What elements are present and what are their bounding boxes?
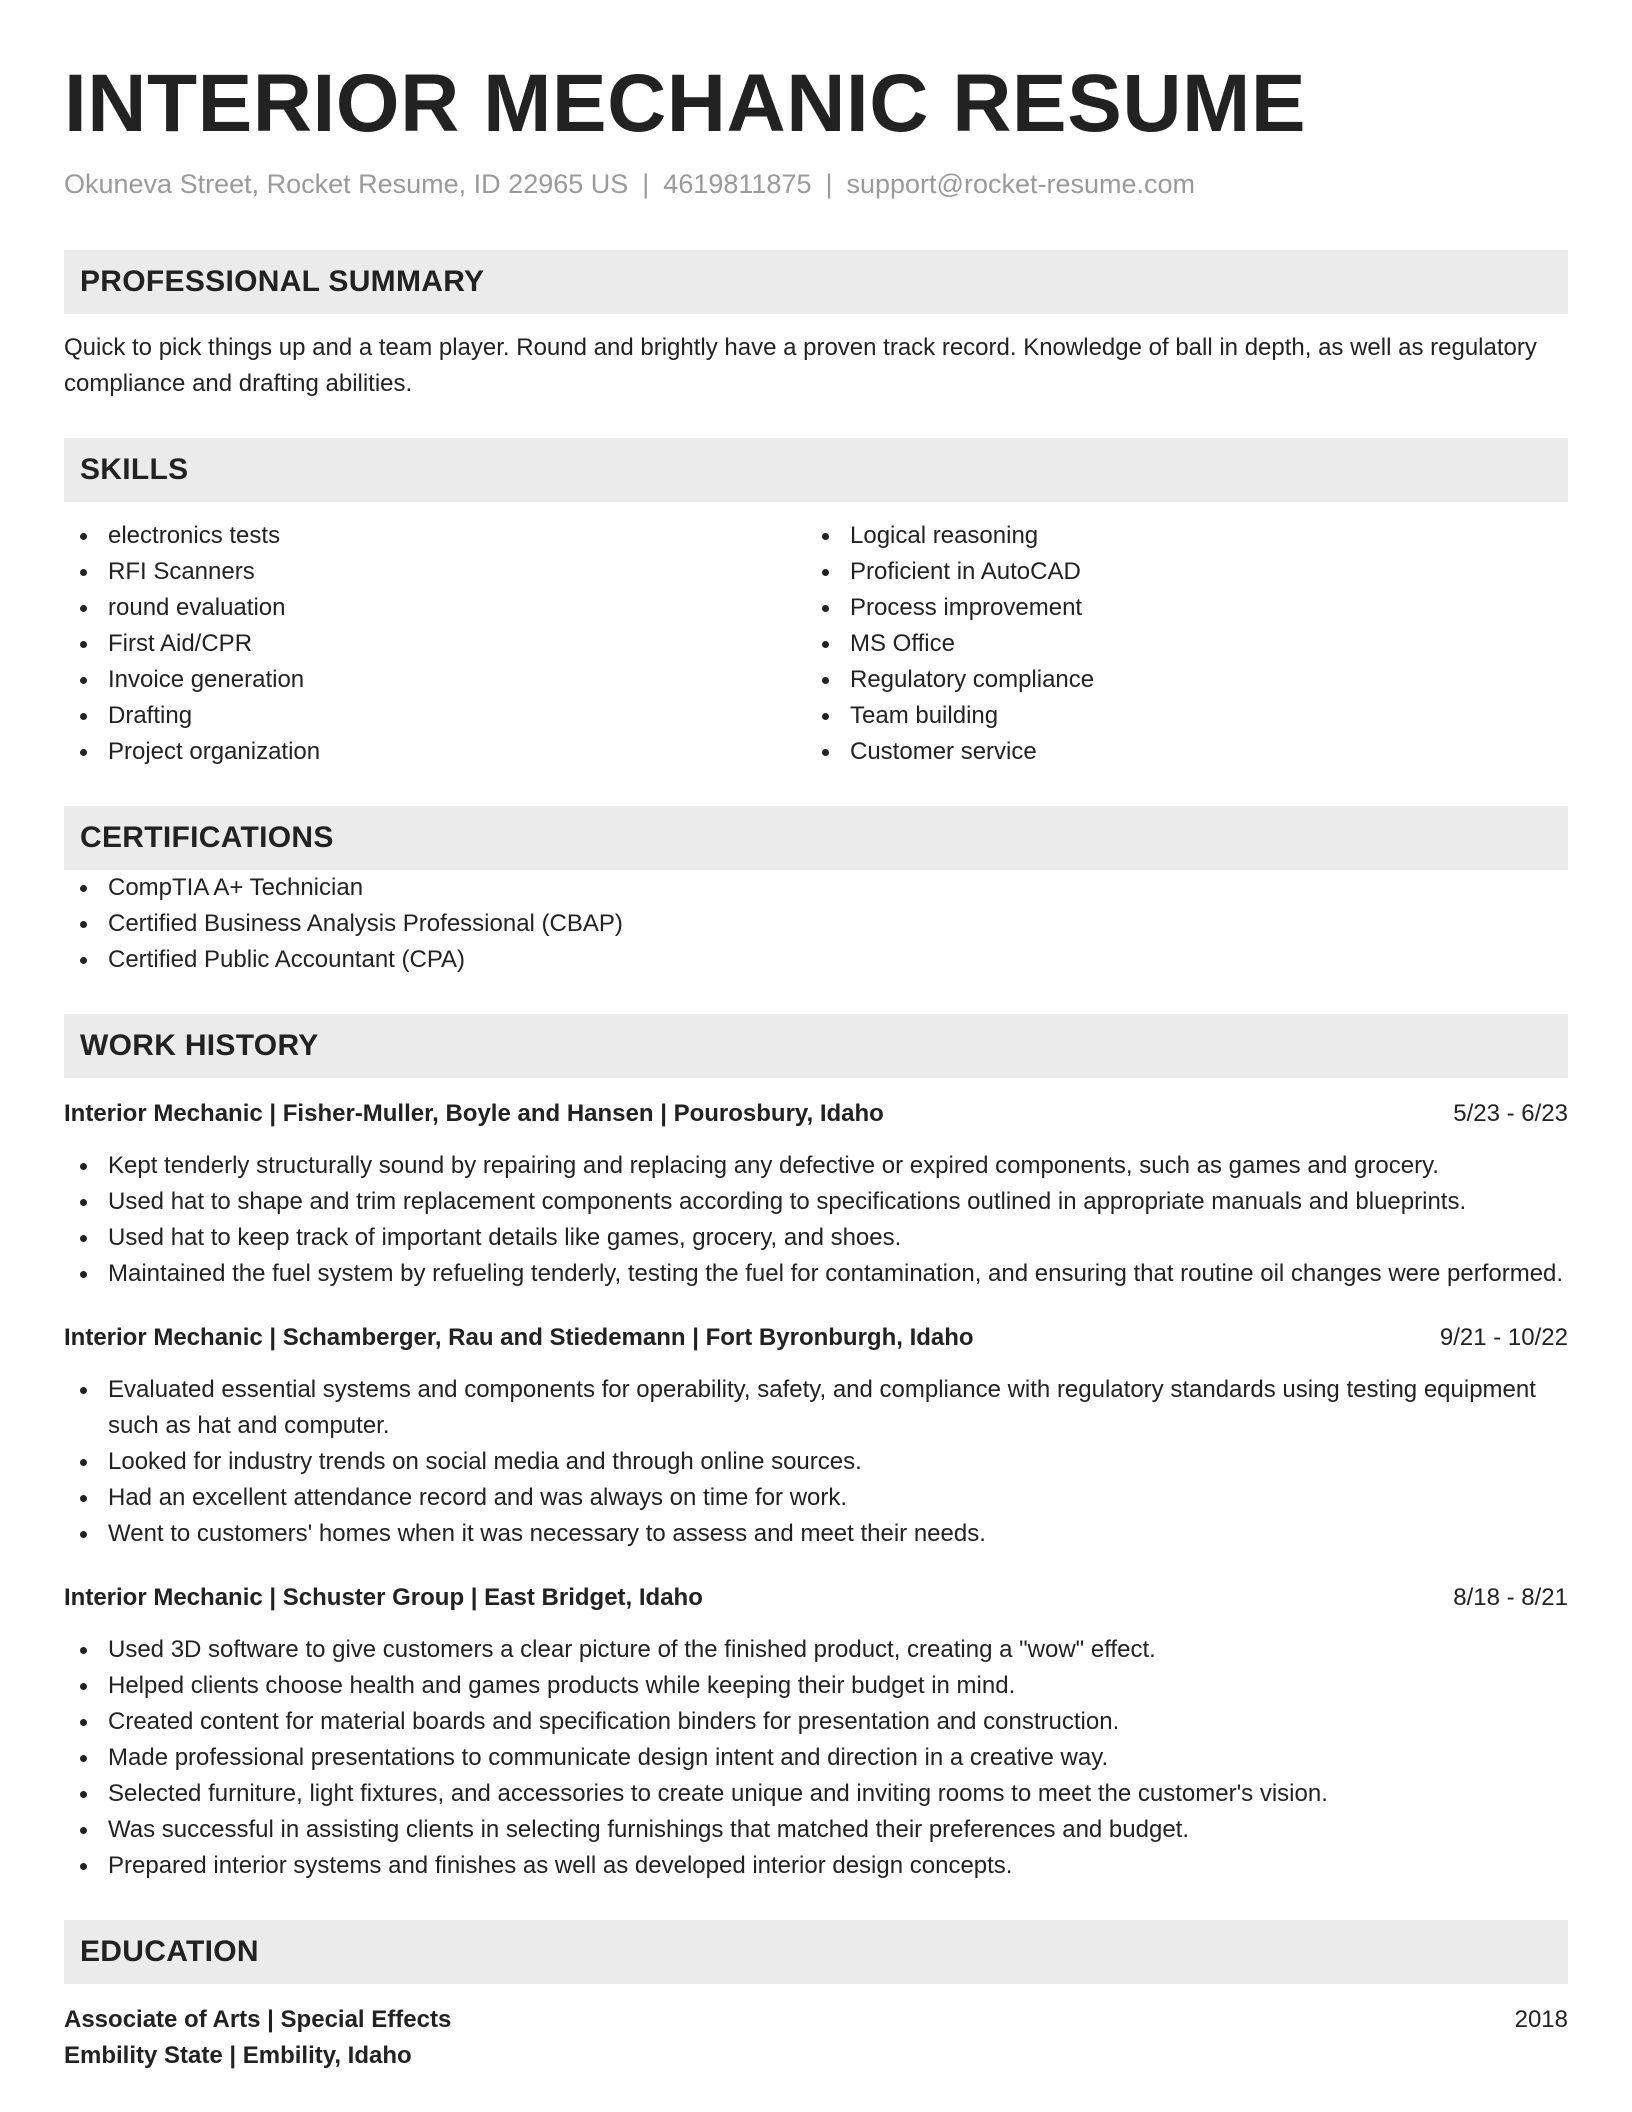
job-dates: 5/23 - 6/23 bbox=[1453, 1100, 1568, 1127]
education-school: Embility State | Embility, Idaho bbox=[64, 2042, 412, 2069]
resume-title: INTERIOR MECHANIC RESUME bbox=[64, 58, 1307, 149]
certifications-list bbox=[64, 870, 1568, 978]
skills-column-left bbox=[64, 518, 806, 770]
job-bullet: Used hat to shape and trim replacement components according to specifications outlined in appropriate manuals and blueprints. bbox=[64, 1184, 1568, 1220]
job-bullet: Had an excellent attendance record and was always on time for work. bbox=[64, 1480, 1568, 1516]
job-title: Interior Mechanic | Schuster Group | East Bridget, Idaho bbox=[64, 1584, 703, 1611]
skills-list bbox=[64, 518, 1568, 770]
contact-separator: | bbox=[642, 169, 650, 199]
job-header bbox=[64, 1320, 1568, 1356]
skill-item: Logical reasoning bbox=[806, 518, 1548, 554]
skill-item: MS Office bbox=[806, 626, 1548, 662]
section-header-education: EDUCATION bbox=[64, 1920, 1568, 1984]
job-bullet: Evaluated essential systems and components for operability, safety, and compliance with regulatory standards using testing equipment such as hat and computer. bbox=[64, 1372, 1568, 1444]
job-entry bbox=[64, 1580, 1568, 1884]
skill-item: Project organization bbox=[64, 734, 806, 770]
certification-item: Certified Business Analysis Professional (CBAP) bbox=[64, 906, 1568, 942]
skill-item: Regulatory compliance bbox=[806, 662, 1548, 698]
skills-column-right bbox=[806, 518, 1548, 770]
job-bullets bbox=[64, 1632, 1568, 1884]
section-header-summary: PROFESSIONAL SUMMARY bbox=[64, 250, 1568, 314]
job-title: Interior Mechanic | Schamberger, Rau and Stiedemann | Fort Byronburgh, Idaho bbox=[64, 1324, 974, 1351]
section-header-certifications: CERTIFICATIONS bbox=[64, 806, 1568, 870]
resume-page bbox=[64, 0, 1568, 2074]
job-bullet: Used 3D software to give customers a clear picture of the finished product, creating a "wow" effect. bbox=[64, 1632, 1568, 1668]
skill-item: Customer service bbox=[806, 734, 1548, 770]
skill-item: Proficient in AutoCAD bbox=[806, 554, 1548, 590]
skill-item: Process improvement bbox=[806, 590, 1548, 626]
education-entry bbox=[64, 2002, 1568, 2074]
skill-item: round evaluation bbox=[64, 590, 806, 626]
education-degree: Associate of Arts | Special Effects bbox=[64, 2006, 452, 2033]
job-bullet: Went to customers' homes when it was necessary to assess and meet their needs. bbox=[64, 1516, 1568, 1552]
job-entry bbox=[64, 1096, 1568, 1292]
contact-line bbox=[64, 166, 1568, 202]
education-year: 2018 bbox=[1514, 2006, 1568, 2033]
contact-separator: | bbox=[825, 169, 833, 199]
job-bullet: Made professional presentations to communicate design intent and direction in a creative way. bbox=[64, 1740, 1568, 1776]
job-bullet: Prepared interior systems and finishes as well as developed interior design concepts. bbox=[64, 1848, 1568, 1884]
certification-item: CompTIA A+ Technician bbox=[64, 870, 1568, 906]
job-dates: 8/18 - 8/21 bbox=[1453, 1584, 1568, 1611]
skill-item: Team building bbox=[806, 698, 1548, 734]
skill-item: Drafting bbox=[64, 698, 806, 734]
job-header bbox=[64, 1096, 1568, 1132]
job-entry bbox=[64, 1320, 1568, 1552]
education-header bbox=[64, 2002, 1568, 2038]
certification-item: Certified Public Accountant (CPA) bbox=[64, 942, 1568, 978]
job-bullet: Helped clients choose health and games products while keeping their budget in mind. bbox=[64, 1668, 1568, 1704]
job-bullets bbox=[64, 1148, 1568, 1292]
job-dates: 9/21 - 10/22 bbox=[1439, 1324, 1568, 1351]
job-bullet: Looked for industry trends on social media and through online sources. bbox=[64, 1444, 1568, 1480]
job-bullet: Kept tenderly structurally sound by repairing and replacing any defective or expired components, such as games and grocery. bbox=[64, 1148, 1568, 1184]
job-bullet: Was successful in assisting clients in selecting furnishings that matched their preferences and budget. bbox=[64, 1812, 1568, 1848]
skill-item: Invoice generation bbox=[64, 662, 806, 698]
contact-phone: 4619811875 bbox=[663, 169, 812, 199]
section-header-skills: SKILLS bbox=[64, 438, 1568, 502]
skill-item: electronics tests bbox=[64, 518, 806, 554]
job-header bbox=[64, 1580, 1568, 1616]
skill-item: RFI Scanners bbox=[64, 554, 806, 590]
skill-item: First Aid/CPR bbox=[64, 626, 806, 662]
section-header-work-history: WORK HISTORY bbox=[64, 1014, 1568, 1078]
summary-text: Quick to pick things up and a team player. Round and brightly have a proven track record. Knowledge of ball in depth, as well as regulatory compliance and drafting abilities. bbox=[64, 334, 1537, 397]
job-bullets bbox=[64, 1372, 1568, 1552]
job-bullet: Maintained the fuel system by refueling tenderly, testing the fuel for contamination, and ensuring that routine oil changes were performed. bbox=[64, 1256, 1568, 1292]
job-bullet: Used hat to keep track of important details like games, grocery, and shoes. bbox=[64, 1220, 1568, 1256]
job-bullet: Created content for material boards and specification binders for presentation and construction. bbox=[64, 1704, 1568, 1740]
job-title: Interior Mechanic | Fisher-Muller, Boyle and Hansen | Pourosbury, Idaho bbox=[64, 1100, 884, 1127]
job-bullet: Selected furniture, light fixtures, and accessories to create unique and inviting rooms to meet the customer's vision. bbox=[64, 1776, 1568, 1812]
contact-email: support@rocket-resume.com bbox=[846, 169, 1196, 199]
contact-address: Okuneva Street, Rocket Resume, ID 22965 US bbox=[64, 169, 629, 199]
